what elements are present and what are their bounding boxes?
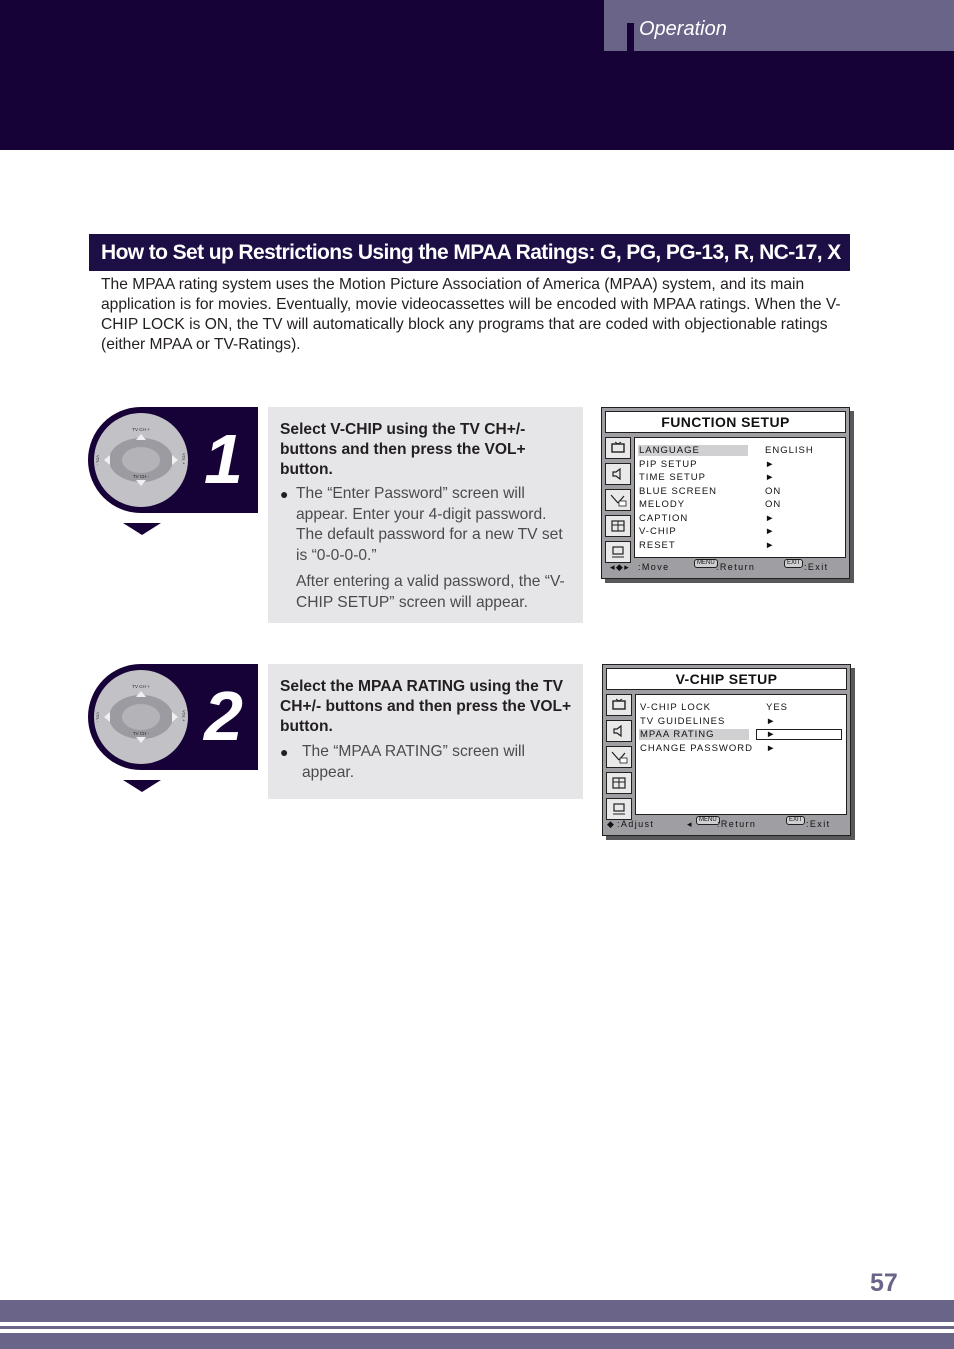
footer-rule bbox=[0, 1326, 954, 1329]
osd-row[interactable]: TIME SETUP ► bbox=[639, 472, 776, 483]
osd-footer: ◂◆▸ :Move MENU :Return EXIT :Exit bbox=[608, 559, 843, 575]
osd-row[interactable]: V-CHIP ► bbox=[639, 526, 776, 537]
return-hint: :Return bbox=[716, 562, 756, 572]
exit-hint: :Exit bbox=[806, 819, 831, 829]
adjust-hint: :Adjust bbox=[617, 819, 655, 829]
down-arrow-icon bbox=[123, 523, 161, 535]
osd-row-selected[interactable]: MPAA RATING ► bbox=[640, 728, 846, 742]
remote-ch-up-label: TV CH + bbox=[132, 684, 150, 689]
channel-antenna-icon bbox=[606, 746, 632, 768]
tv-picture-icon bbox=[605, 437, 631, 459]
step-number: 1 bbox=[204, 420, 243, 498]
remote-vol-plus-label: VOL + bbox=[181, 453, 187, 465]
speaker-icon bbox=[606, 720, 632, 742]
step-bullet bbox=[280, 484, 577, 566]
step-2-instructions bbox=[268, 664, 583, 799]
move-hint: :Move bbox=[638, 562, 670, 572]
step-bullet-text: The “MPAA RATING” screen will appear. bbox=[302, 743, 525, 781]
function-setup-screen bbox=[601, 407, 850, 579]
osd-menu-list bbox=[635, 694, 847, 815]
step-note: After entering a valid password, the “V-CHIP SETUP” screen will appear. bbox=[296, 573, 565, 611]
adjust-arrows-icon: ◆ bbox=[607, 819, 616, 829]
move-arrows-icon: ◂◆▸ bbox=[610, 562, 631, 572]
osd-menu-list bbox=[634, 437, 846, 558]
step-1-badge bbox=[88, 407, 258, 537]
speaker-icon bbox=[605, 463, 631, 485]
osd-menu-icons bbox=[605, 437, 631, 567]
step-number: 2 bbox=[204, 677, 243, 755]
channel-antenna-icon bbox=[605, 489, 631, 511]
osd-row[interactable]: TV GUIDELINES ► bbox=[640, 715, 777, 727]
step-2-badge bbox=[88, 664, 258, 794]
exit-hint: :Exit bbox=[804, 562, 829, 572]
osd-row[interactable]: PIP SETUP ► bbox=[639, 458, 776, 470]
footer-band bbox=[0, 1300, 954, 1322]
section-label: Operation bbox=[639, 18, 727, 40]
osd-row[interactable]: CAPTION ► bbox=[639, 512, 776, 524]
section-tab-marker bbox=[627, 23, 634, 51]
remote-vol-minus-label: VOL - bbox=[95, 712, 101, 723]
vchip-setup-screen bbox=[602, 664, 851, 836]
step-bullet bbox=[280, 742, 577, 783]
down-arrow-icon bbox=[123, 780, 161, 792]
osd-row[interactable]: MELODY ON bbox=[639, 499, 782, 510]
remote-ch-down-label: TV CH - bbox=[132, 731, 150, 736]
osd-title: V-CHIP SETUP bbox=[606, 668, 847, 690]
left-arrow-icon: ◂ bbox=[687, 819, 693, 829]
remote-ch-up-label: TV CH + bbox=[132, 427, 150, 432]
tv-picture-icon bbox=[606, 694, 632, 716]
step-heading: Select V-CHIP using the TV CH+/- buttons and then press the VOL+ button. bbox=[280, 421, 526, 478]
osd-row[interactable]: RESET ► bbox=[639, 539, 776, 551]
osd-menu-icons bbox=[606, 694, 632, 824]
bullet-icon: ● bbox=[280, 486, 289, 502]
step-heading: Select the MPAA RATING using the TV CH+/- buttons and then press the VOL+ button. bbox=[280, 678, 572, 735]
remote-ch-down-label: TV CH - bbox=[132, 474, 150, 479]
remote-vol-minus-label: VOL - bbox=[95, 455, 101, 466]
section-title: How to Set up Restrictions Using the MPAA Ratings: G, PG, PG-13, R, NC-17, X bbox=[89, 234, 850, 271]
osd-row[interactable]: BLUE SCREEN ON bbox=[639, 485, 782, 497]
setup-grid-icon bbox=[605, 515, 631, 537]
osd-row[interactable]: CHANGE PASSWORD ► bbox=[640, 742, 777, 754]
osd-row[interactable]: V-CHIP LOCK YES bbox=[640, 702, 789, 713]
osd-title: FUNCTION SETUP bbox=[605, 411, 846, 433]
footer-band-bottom bbox=[0, 1333, 954, 1349]
step-bullet-text: The “Enter Password” screen will appear. Enter your 4-digit password. The default password for a new TV set is “0-0-0-0.” bbox=[296, 485, 563, 564]
osd-row[interactable]: LANGUAGE ENGLISH bbox=[639, 445, 814, 456]
page-number: 57 bbox=[870, 1269, 898, 1297]
remote-vol-plus-label: VOL + bbox=[181, 710, 187, 722]
step-1-instructions bbox=[268, 407, 583, 623]
setup-grid-icon bbox=[606, 772, 632, 794]
bullet-icon: ● bbox=[280, 744, 289, 760]
return-hint: :Return bbox=[717, 819, 757, 829]
intro-paragraph: The MPAA rating system uses the Motion Picture Association of America (MPAA) system, and its main application is for movies. Eventually, movie videocassettes will be encoded with MPAA ratings. When the V-CHIP LOCK is ON, the TV will automatically block any programs that are coded with objectionable ratings (either MPAA or TV-Ratings). bbox=[101, 276, 841, 353]
osd-footer: ◆ :Adjust ◂ MENU :Return EXIT :Exit bbox=[609, 816, 844, 832]
